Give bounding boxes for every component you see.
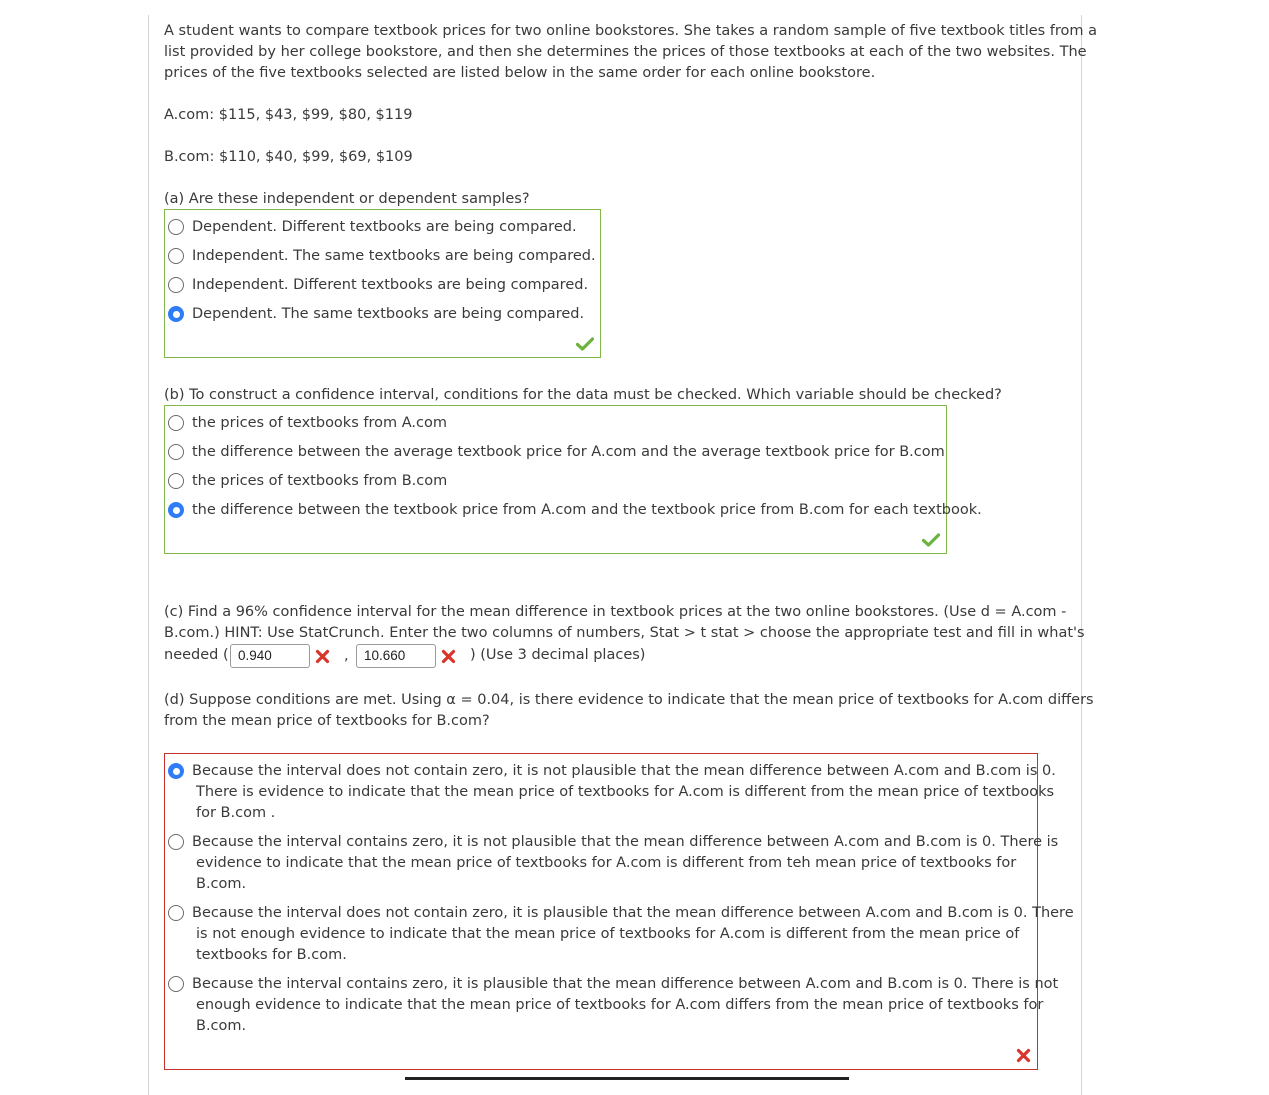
intro-line-2: list provided by her college bookstore, and then she determines the prices of those textbooks at each of the two websites. The — [164, 44, 1087, 60]
part-d-option-3-line-2: is not enough evidence to indicate that the mean price of textbooks for A.com is different from the mean price of — [196, 926, 1020, 942]
part-d-line-2: from the mean price of textbooks for B.com? — [164, 713, 490, 729]
part-d-option-3-radio[interactable] — [168, 905, 184, 921]
part-b-option-1-label: the prices of textbooks from A.com — [192, 415, 447, 431]
b-com-prices: B.com: $110, $40, $99, $69, $109 — [164, 149, 413, 165]
incorrect-x-icon — [315, 649, 330, 664]
intro-line-3: prices of the five textbooks selected are listed below in the same order for each online bookstore. — [164, 65, 876, 81]
part-d-option-2-line-3: B.com. — [196, 876, 247, 892]
ci-lower-bound-input[interactable]: 0.940 — [230, 644, 310, 668]
part-b-option-2-radio[interactable] — [168, 444, 184, 460]
part-d-option-4-line-2: enough evidence to indicate that the mean price of textbooks for A.com differs from the mean price of textbooks for — [196, 997, 1044, 1013]
part-b-question: (b) To construct a confidence interval, conditions for the data must be checked. Which variable should be checked? — [164, 387, 1002, 403]
part-d-option-2-line-1: Because the interval contains zero, it is not plausible that the mean difference between A.com and B.com is 0. There is — [192, 834, 1059, 850]
part-b-option-1-radio[interactable] — [168, 415, 184, 431]
part-d-option-4-line-1: Because the interval contains zero, it is plausible that the mean difference between A.com and B.com is 0. There is not — [192, 976, 1059, 992]
part-c-suffix: ) (Use 3 decimal places) — [470, 647, 646, 663]
part-a-option-3-label: Independent. Different textbooks are being compared. — [192, 277, 589, 293]
part-d-option-1-line-3: for B.com . — [196, 805, 276, 821]
part-a-question: (a) Are these independent or dependent samples? — [164, 191, 530, 207]
part-a-option-4-label: Dependent. The same textbooks are being compared. — [192, 306, 585, 322]
part-b-option-4-radio-selected[interactable] — [168, 502, 184, 518]
part-d-option-4-line-3: B.com. — [196, 1018, 247, 1034]
part-d-option-1-line-1: Because the interval does not contain zero, it is not plausible that the mean difference between A.com and B.com is 0. — [192, 763, 1056, 779]
intro-line-1: A student wants to compare textbook prices for two online bookstores. She takes a random sample of five textbook titles from a — [164, 23, 1098, 39]
ci-upper-bound-input[interactable]: 10.660 — [356, 644, 436, 668]
a-com-prices: A.com: $115, $43, $99, $80, $119 — [164, 107, 413, 123]
incorrect-x-icon — [441, 649, 456, 664]
part-b-option-2-label: the difference between the average textbook price for A.com and the average textbook price for B.com — [192, 444, 945, 460]
interval-comma: , — [344, 648, 349, 664]
part-d-option-1-radio-selected[interactable] — [168, 763, 184, 779]
part-c-line-1: (c) Find a 96% confidence interval for the mean difference in textbook prices at the two online bookstores. (Use d = A.com - — [164, 604, 1067, 620]
part-a-option-2-label: Independent. The same textbooks are being compared. — [192, 248, 596, 264]
incorrect-x-icon — [1016, 1048, 1031, 1063]
part-d-option-3-line-1: Because the interval does not contain zero, it is plausible that the mean difference between A.com and B.com is 0. There — [192, 905, 1074, 921]
part-b-option-3-label: the prices of textbooks from B.com — [192, 473, 448, 489]
part-c-needed-prefix: needed ( — [164, 647, 229, 663]
part-d-option-4-radio[interactable] — [168, 976, 184, 992]
part-b-option-4-label: the difference between the textbook price from A.com and the textbook price from B.com for each textbook. — [192, 502, 982, 518]
part-a-option-3-radio[interactable] — [168, 277, 184, 293]
part-d-option-2-line-2: evidence to indicate that the mean price of textbooks for A.com is different from teh mean price of textbooks for — [196, 855, 1017, 871]
part-d-option-3-line-3: textbooks for B.com. — [196, 947, 347, 963]
correct-check-icon — [576, 337, 594, 351]
part-a-option-1-radio[interactable] — [168, 219, 184, 235]
part-c-line-2: B.com.) HINT: Use StatCrunch. Enter the two columns of numbers, Stat > t stat > choose the appropriate test and fill in what's — [164, 625, 1085, 641]
part-d-option-2-radio[interactable] — [168, 834, 184, 850]
part-d-option-1-line-2: There is evidence to indicate that the mean price of textbooks for A.com is different from the mean price of textbooks — [196, 784, 1055, 800]
part-a-option-1-label: Dependent. Different textbooks are being compared. — [192, 219, 577, 235]
correct-check-icon — [922, 533, 940, 547]
part-b-option-3-radio[interactable] — [168, 473, 184, 489]
part-a-option-2-radio[interactable] — [168, 248, 184, 264]
part-d-line-1: (d) Suppose conditions are met. Using α = 0.04, is there evidence to indicate that the mean price of textbooks for A.com differs — [164, 692, 1094, 708]
part-a-option-4-radio-selected[interactable] — [168, 306, 184, 322]
